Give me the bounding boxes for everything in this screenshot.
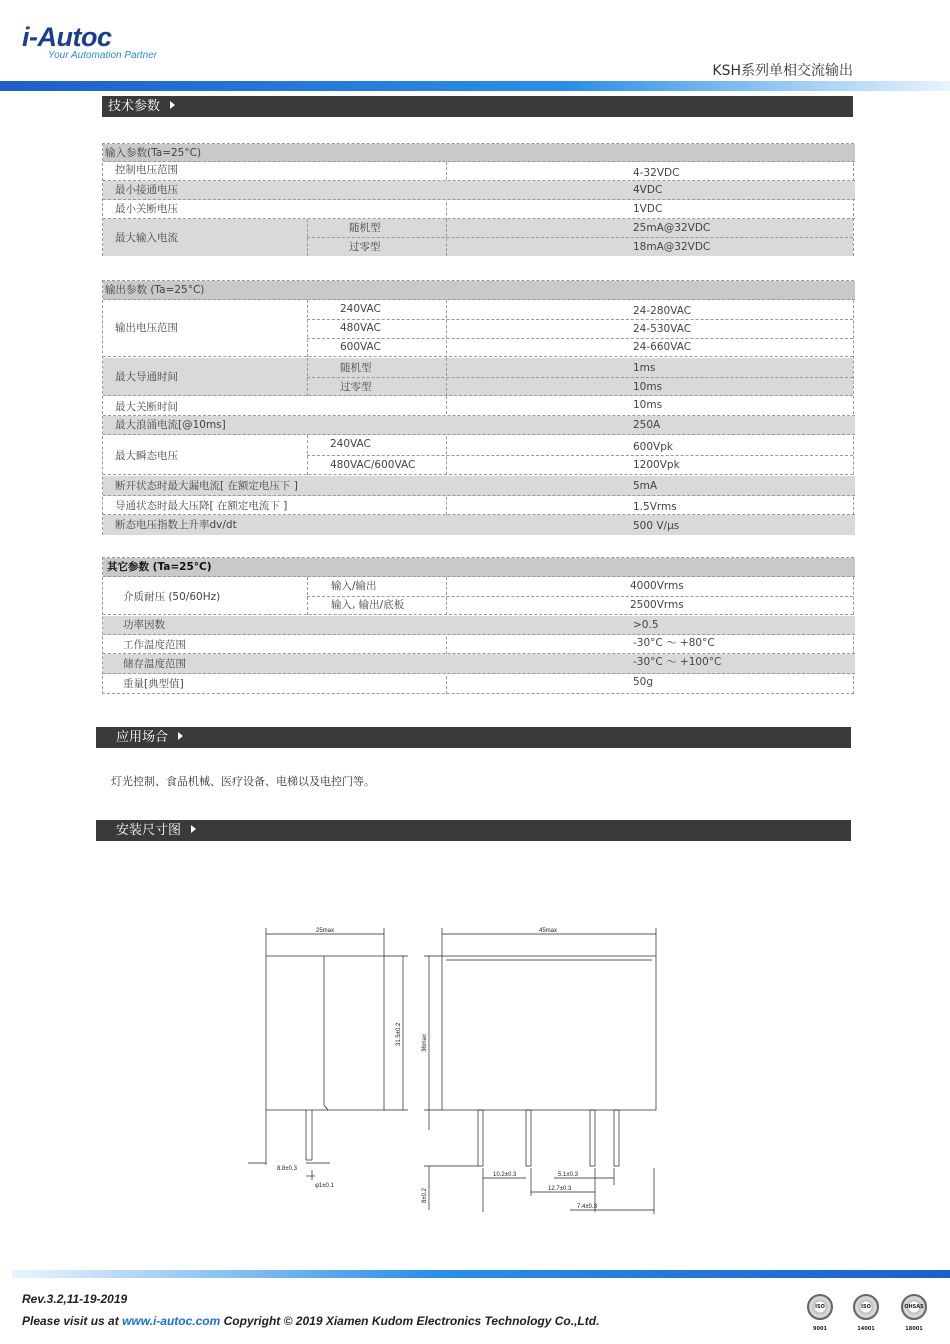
input-params-table bbox=[102, 143, 854, 256]
peak-voltage-label: 最大瞬态电压 bbox=[115, 450, 178, 462]
table-row bbox=[103, 635, 855, 654]
dielectric-base-label: 输入, 输出/底板 bbox=[331, 599, 405, 611]
dim-36max: 36max bbox=[422, 1033, 428, 1052]
voltage-drop-value: 1.5Vrms bbox=[633, 501, 677, 513]
random-type-value: 25mA@32VDC bbox=[633, 222, 711, 234]
table-header-row bbox=[103, 281, 855, 300]
section-heading-tech-label: 技术参数 bbox=[108, 99, 161, 114]
website-link[interactable]: www.i-autoc.com bbox=[122, 1314, 221, 1328]
ctrl-voltage-value: 4-32VDC bbox=[633, 167, 680, 179]
min-on-voltage-value: 4VDC bbox=[633, 184, 663, 196]
row-divider bbox=[307, 455, 853, 456]
peak-480-value: 1200Vpk bbox=[633, 459, 680, 471]
section-heading-application-label: 应用场合 bbox=[116, 730, 169, 745]
max-on-time-label: 最大导通时间 bbox=[115, 371, 178, 383]
dim-31-5: 31.5±0.2 bbox=[396, 1022, 402, 1046]
voltage-600-label: 600VAC bbox=[340, 341, 381, 353]
min-off-voltage-label: 最小关断电压 bbox=[115, 203, 178, 215]
transient-voltage-group bbox=[103, 435, 853, 475]
table-row bbox=[103, 200, 855, 219]
row-divider bbox=[307, 377, 853, 378]
operating-temp-value: -30°C 〜 +80°C bbox=[633, 637, 715, 649]
caret-right-icon bbox=[191, 825, 196, 833]
max-input-current-label: 最大输入电流 bbox=[115, 232, 178, 244]
dielectric-group bbox=[103, 577, 853, 615]
zero-cross-label: 过零型 bbox=[349, 241, 381, 253]
iso9001-badge-icon bbox=[807, 1294, 833, 1332]
row-divider bbox=[307, 319, 853, 320]
dim-7-4: 7.4±0.3 bbox=[577, 1204, 597, 1210]
voltage-drop-label: 导通状态时最大压降[ 在额定电流下 ] bbox=[115, 500, 288, 512]
side-view-body bbox=[266, 956, 384, 1110]
max-input-current-group bbox=[103, 219, 853, 256]
dim-8-8: 8.8±0.3 bbox=[277, 1166, 297, 1172]
row-divider bbox=[307, 338, 853, 339]
voltage-480-value: 24-530VAC bbox=[633, 323, 692, 335]
section-heading-dimensions-label: 安装尺寸图 bbox=[116, 823, 182, 838]
company-logo: i-Autoc bbox=[22, 22, 112, 52]
ohsas-badge-icon bbox=[901, 1294, 927, 1332]
zero-cross-value: 18mA@32VDC bbox=[633, 241, 711, 253]
header-gradient-bar bbox=[0, 81, 950, 91]
on-random-label: 随机型 bbox=[340, 362, 372, 374]
document-title: KSH系列单相交流输出 bbox=[712, 63, 853, 79]
table-header-row bbox=[103, 558, 855, 577]
surge-current-value: 250A bbox=[633, 419, 661, 431]
storage-temp-label: 储存温度范围 bbox=[123, 658, 186, 670]
input-table-title: 输入参数(Ta=25°C) bbox=[105, 147, 202, 159]
power-factor-label: 功率因数 bbox=[123, 619, 165, 631]
dim-phi1: φ1±0.1 bbox=[315, 1183, 334, 1189]
table-row bbox=[103, 162, 855, 181]
ohsas-label: OHSAS 18001 bbox=[904, 1304, 924, 1332]
visit-text: Please visit us at bbox=[22, 1314, 123, 1328]
output-voltage-group bbox=[103, 300, 853, 357]
section-heading-dimensions bbox=[96, 820, 851, 841]
peak-240-value: 600Vpk bbox=[633, 441, 673, 453]
dim-8: 8±0.2 bbox=[422, 1188, 428, 1203]
dielectric-label: 介质耐压 (50/60Hz) bbox=[123, 591, 221, 603]
dim-25max: 25max bbox=[316, 928, 335, 934]
on-zero-label: 过零型 bbox=[340, 381, 372, 393]
section-heading-tech bbox=[102, 96, 853, 117]
table-row bbox=[103, 397, 855, 416]
surge-current-label: 最大浪涌电流[@10ms] bbox=[115, 419, 226, 431]
other-table-title: 其它参数 (Ta=25°C) bbox=[107, 561, 212, 573]
dielectric-io-label: 输入/输出 bbox=[331, 580, 377, 592]
caret-right-icon bbox=[178, 732, 183, 740]
table-row bbox=[103, 476, 855, 496]
random-type-label: 随机型 bbox=[349, 222, 381, 234]
application-text: 灯光控制、食品机械、医疗设备、电梯以及电控门等。 bbox=[111, 775, 375, 788]
ctrl-voltage-label: 控制电压范围 bbox=[115, 164, 178, 176]
front-view-body bbox=[442, 956, 656, 1110]
table-row bbox=[103, 616, 855, 635]
output-voltage-label: 输出电压范围 bbox=[115, 322, 178, 334]
footer-line bbox=[22, 1314, 599, 1328]
voltage-480-label: 480VAC bbox=[340, 322, 381, 334]
table-row bbox=[103, 181, 855, 200]
weight-value: 50g bbox=[633, 676, 654, 688]
revision-text: Rev.3.2,11-19-2019 bbox=[22, 1292, 128, 1306]
dim-10-2: 10.2±0.3 bbox=[493, 1172, 517, 1178]
voltage-240-label: 240VAC bbox=[340, 303, 381, 315]
storage-temp-value: -30°C 〜 +100°C bbox=[633, 656, 722, 668]
max-on-time-group bbox=[103, 358, 853, 396]
dim-5-1: 5.1±0.3 bbox=[558, 1172, 578, 1178]
row-divider bbox=[307, 237, 853, 238]
dvdt-value: 500 V/μs bbox=[633, 520, 680, 532]
min-off-voltage-value: 1VDC bbox=[633, 203, 663, 215]
footer-gradient-bar bbox=[12, 1270, 950, 1278]
output-params-table bbox=[102, 280, 854, 535]
leakage-value: 5mA bbox=[633, 480, 658, 492]
on-zero-value: 10ms bbox=[633, 381, 663, 393]
on-random-value: 1ms bbox=[633, 362, 656, 374]
iso9001-label: ISO 9001 bbox=[813, 1304, 827, 1332]
dimension-drawing bbox=[240, 920, 670, 1220]
table-row bbox=[103, 674, 855, 694]
voltage-240-value: 24-280VAC bbox=[633, 305, 692, 317]
peak-480-label: 480VAC/600VAC bbox=[330, 459, 416, 471]
table-header-row bbox=[103, 144, 855, 162]
peak-240-label: 240VAC bbox=[330, 438, 371, 450]
caret-right-icon bbox=[170, 101, 175, 109]
iso14001-badge-icon bbox=[853, 1294, 879, 1332]
copyright-text: Copyright © 2019 Xiamen Kudom Electronics Technology Co.,Ltd. bbox=[220, 1314, 600, 1328]
column-divider bbox=[307, 300, 308, 357]
table-row bbox=[103, 496, 855, 515]
power-factor-value: >0.5 bbox=[633, 619, 659, 631]
weight-label: 重量[典型值] bbox=[123, 678, 184, 690]
dim-45max: 45max bbox=[539, 928, 558, 934]
table-row bbox=[103, 654, 855, 674]
other-params-table bbox=[102, 557, 854, 694]
logo-tagline: Your Automation Partner bbox=[48, 50, 158, 61]
table-row bbox=[103, 515, 855, 535]
table-row bbox=[103, 416, 855, 435]
dielectric-base-value: 2500Vrms bbox=[630, 599, 684, 611]
max-off-time-label: 最大关断时间 bbox=[115, 401, 178, 413]
min-on-voltage-label: 最小接通电压 bbox=[115, 184, 178, 196]
operating-temp-label: 工作温度范围 bbox=[123, 639, 186, 651]
max-off-time-value: 10ms bbox=[633, 399, 663, 411]
row-divider bbox=[307, 596, 853, 597]
voltage-600-value: 24-660VAC bbox=[633, 341, 692, 353]
dielectric-io-value: 4000Vrms bbox=[630, 580, 684, 592]
dim-12-7: 12.7±0.3 bbox=[548, 1186, 572, 1192]
section-heading-application bbox=[96, 727, 851, 748]
dvdt-label: 断态电压指数上升率dv/dt bbox=[115, 519, 237, 531]
output-table-title: 输出参数 (Ta=25°C) bbox=[105, 284, 205, 296]
iso14001-label: ISO 14001 bbox=[857, 1304, 875, 1332]
leakage-label: 断开状态时最大漏电流[ 在额定电压下 ] bbox=[115, 480, 298, 492]
